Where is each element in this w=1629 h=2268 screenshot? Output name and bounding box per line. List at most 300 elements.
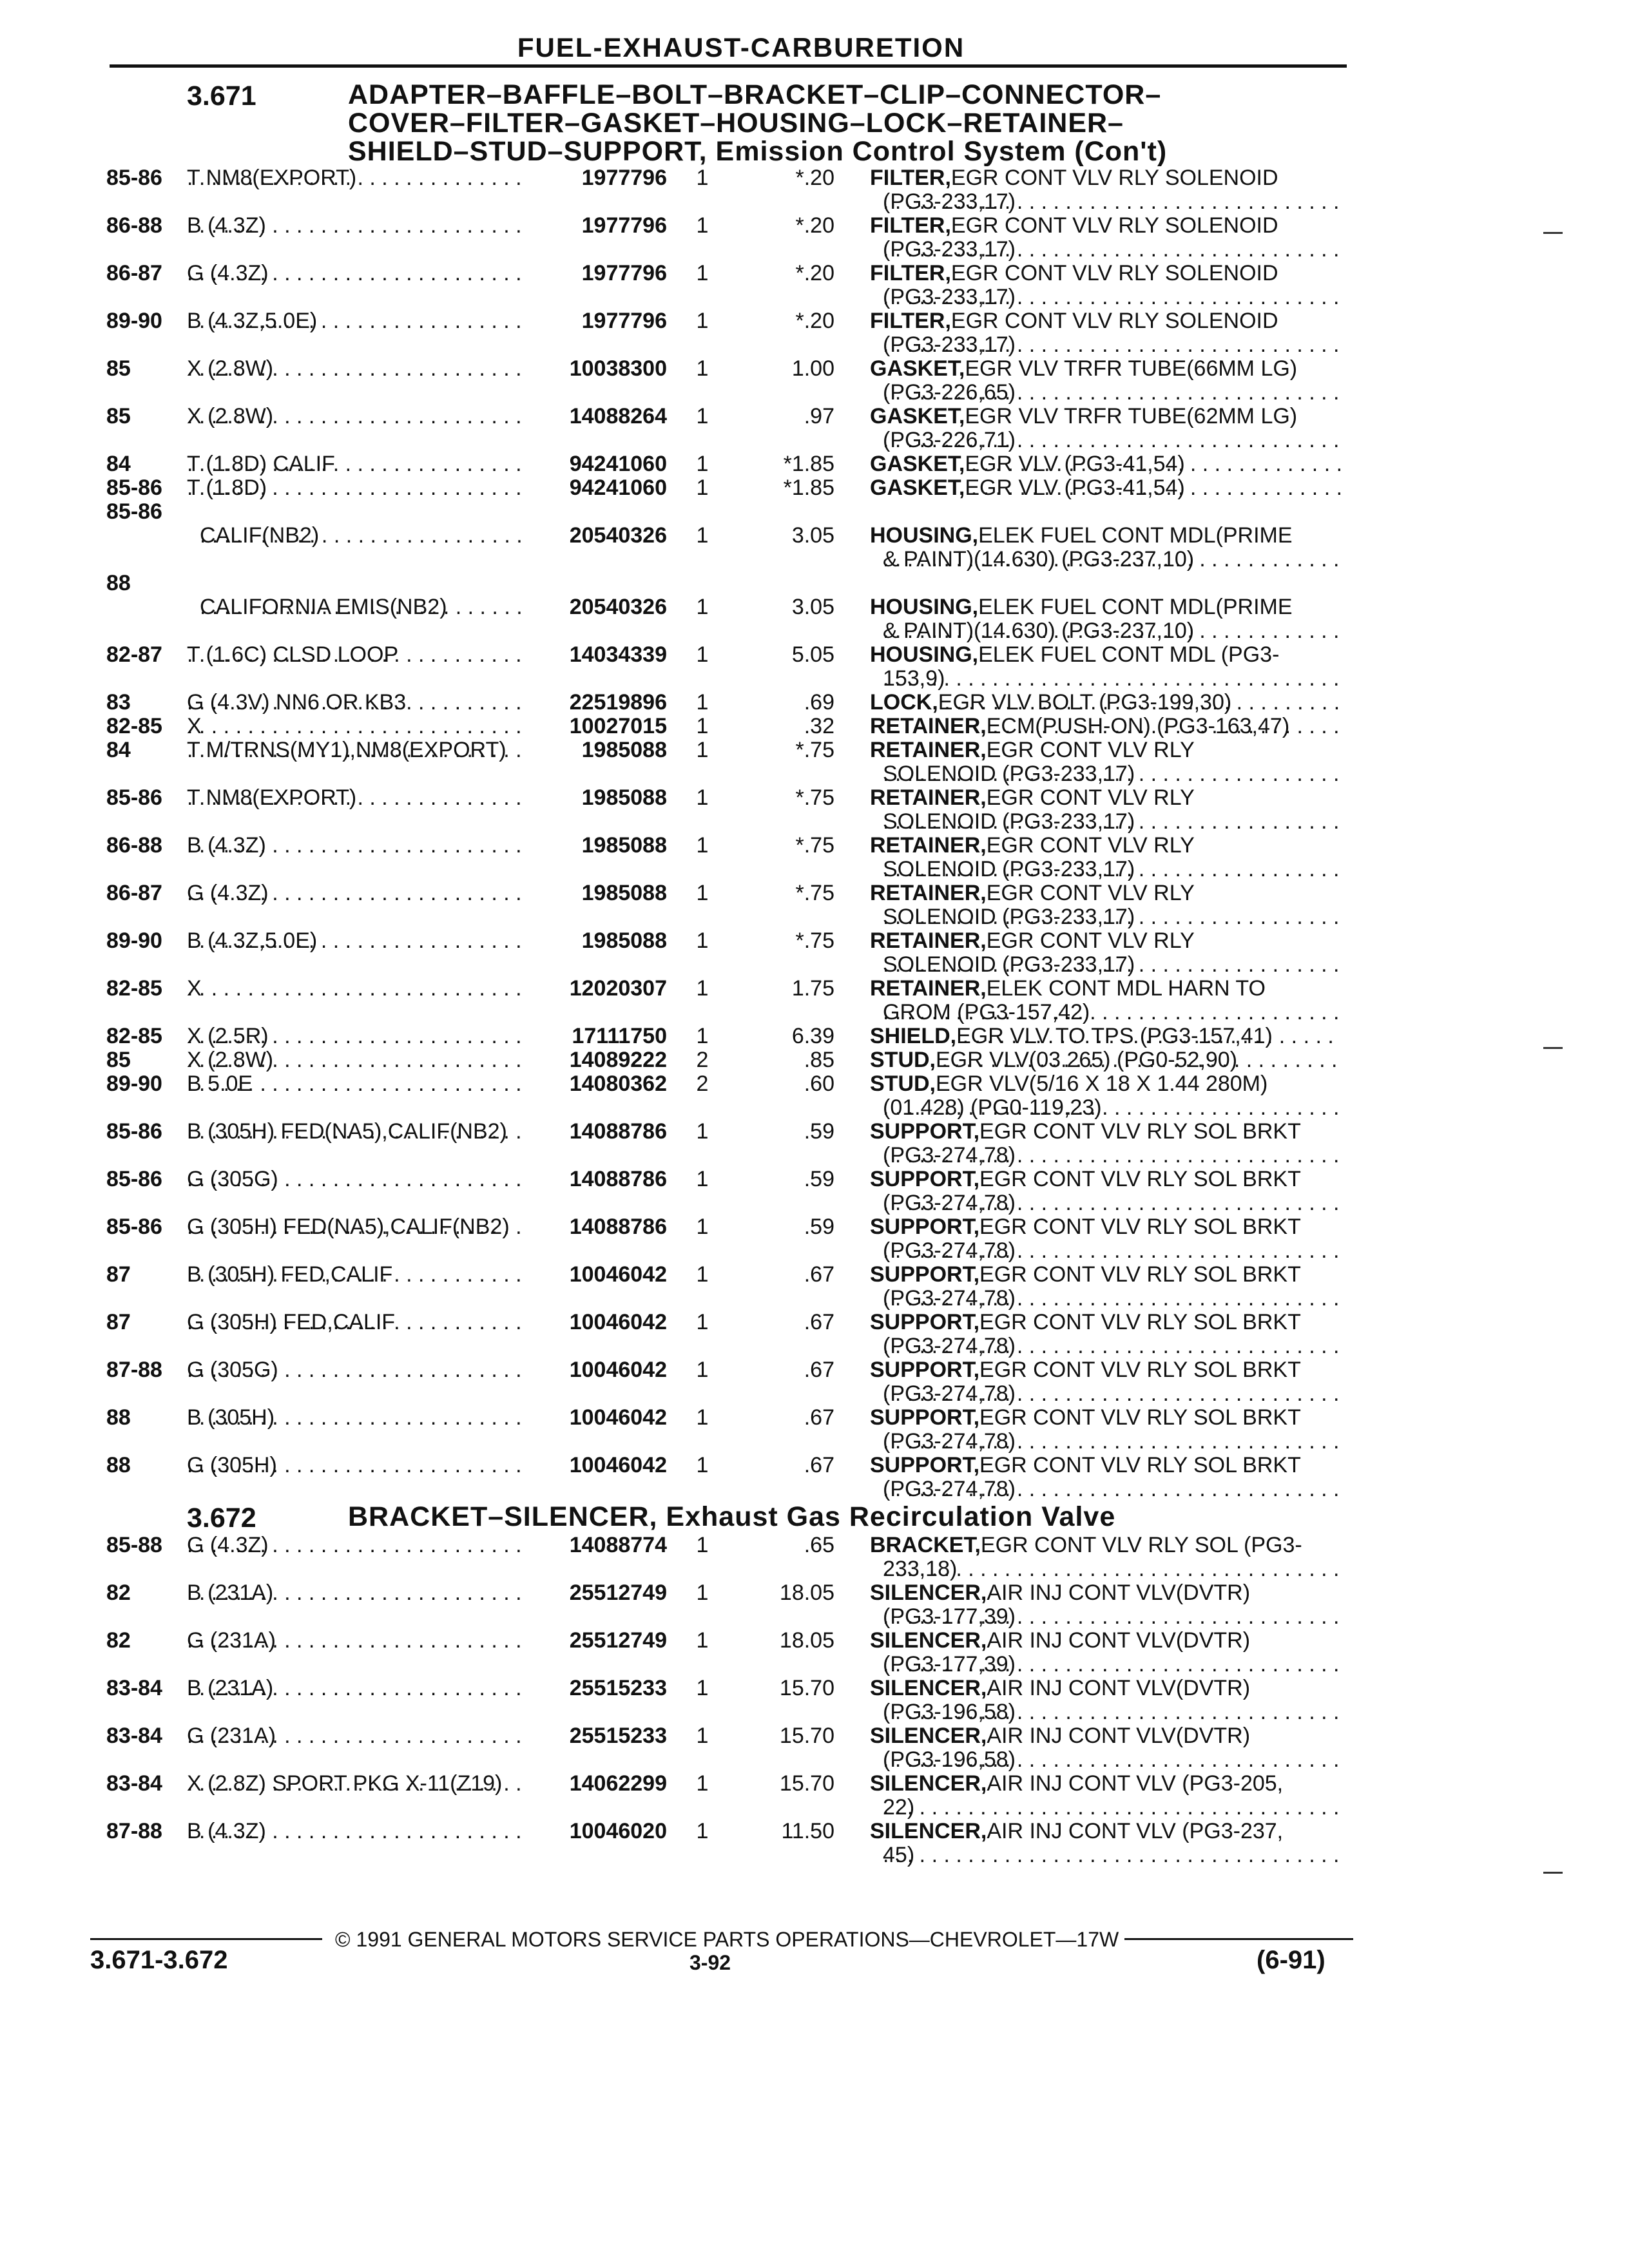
part-number: 20540326 (569, 523, 667, 548)
application (187, 1406, 528, 1430)
part-number: 94241060 (569, 452, 667, 476)
model-years: 82-85 (106, 714, 162, 738)
application (187, 1629, 528, 1653)
description-cont (883, 1382, 1340, 1406)
price: .59 (804, 1167, 834, 1191)
quantity: 1 (696, 1819, 709, 1843)
description (870, 881, 1340, 905)
part-number: 14062299 (569, 1771, 667, 1796)
description (870, 1629, 1340, 1653)
application (187, 1048, 528, 1072)
description-keyword: SHIELD, (870, 1024, 957, 1048)
price: .67 (804, 1405, 834, 1430)
quantity: 1 (696, 166, 709, 190)
description-text: (01.428) (PG0-119,23) (883, 1096, 1102, 1120)
application-text: X (2.8W) (187, 1048, 274, 1072)
part-number: 14088786 (569, 1167, 667, 1191)
quantity: 1 (696, 690, 709, 715)
description-text: EGR CONT VLV RLY SOL BRKT (979, 1215, 1301, 1239)
application-text: G (231A) (187, 1629, 276, 1653)
quantity: 1 (696, 213, 709, 238)
description-text: (PG3-274,78) (883, 1287, 1016, 1311)
price: *.75 (795, 833, 834, 858)
application (187, 643, 528, 667)
application (187, 715, 528, 738)
description (870, 715, 1340, 738)
description-text: (PG3-274,78) (883, 1191, 1016, 1215)
section-number: 3.672 (187, 1503, 256, 1533)
model-years: 85 (106, 356, 131, 381)
description-text: (PG3-274,78) (883, 1430, 1016, 1454)
description-keyword: SUPPORT, (870, 1311, 980, 1334)
header-rule (110, 64, 1347, 68)
description-text: SOLENOID (PG3-233,17) (883, 953, 1135, 977)
application-text: X (2.8Z) SPORT PKG X-11(Z19) (187, 1772, 503, 1796)
description-cont (883, 1334, 1340, 1358)
price: *.20 (795, 166, 834, 190)
price: 1.75 (791, 976, 834, 1001)
description-text: AIR INJ CONT VLV (PG3-237, (987, 1820, 1284, 1843)
quantity: 1 (696, 1024, 709, 1048)
description-text: AIR INJ CONT VLV (PG3-205, (987, 1772, 1284, 1796)
description-keyword: GASKET, (870, 405, 965, 428)
model-years: 82-87 (106, 642, 162, 667)
application-text: B (4.3Z) (187, 1820, 266, 1843)
application (187, 1677, 528, 1700)
application (187, 309, 528, 333)
description-text: (PG3-274,78) (883, 1477, 1016, 1501)
section-title: BRACKET–SILENCER, Exhaust Gas Recirculation Valve (348, 1501, 1116, 1532)
model-years: 82-85 (106, 976, 162, 1001)
description-cont (883, 1843, 1340, 1867)
description-keyword: RETAINER, (870, 786, 987, 810)
description-text: (PG3-274,78) (883, 1239, 1016, 1263)
price: .67 (804, 1310, 834, 1334)
price: .67 (804, 1358, 834, 1382)
quantity: 1 (696, 452, 709, 476)
application-text: X (2.8W) (187, 405, 274, 428)
description-cont (883, 1605, 1340, 1629)
price: 18.05 (779, 1581, 834, 1605)
description-text: 22) (883, 1796, 915, 1820)
price: *.75 (795, 738, 834, 762)
description-cont (883, 1191, 1340, 1215)
description-text: EGR CONT VLV RLY SOL BRKT (979, 1454, 1301, 1477)
description-cont (883, 1001, 1340, 1024)
model-years: 85-86 (106, 1215, 162, 1239)
description-text: AIR INJ CONT VLV(DVTR) (987, 1677, 1251, 1700)
description-keyword: FILTER, (870, 166, 951, 190)
application (187, 1454, 528, 1477)
description-text: ELEK FUEL CONT MDL(PRIME (978, 595, 1293, 619)
description-keyword: SUPPORT, (870, 1168, 980, 1191)
model-years: 89-90 (106, 928, 162, 953)
quantity: 1 (696, 309, 709, 333)
quantity: 1 (696, 928, 709, 953)
application-text: T (1.8D) (187, 476, 267, 500)
footer-date: (6-91) (1257, 1946, 1325, 1974)
quantity: 1 (696, 356, 709, 381)
part-number: 14088774 (569, 1533, 667, 1557)
description (870, 1724, 1340, 1748)
part-number: 1985088 (581, 738, 667, 762)
description (870, 643, 1340, 667)
application-cont (200, 524, 528, 548)
model-years: 85-86 (106, 1119, 162, 1144)
application-text: B (231A) (187, 1677, 274, 1700)
price: .67 (804, 1262, 834, 1287)
description-cont (883, 1477, 1340, 1501)
application-text: G (305G) (187, 1358, 278, 1382)
description-text: EGR VLV(03.265) (PG0-52,90) (936, 1048, 1238, 1072)
description-cont (883, 953, 1340, 977)
quantity: 1 (696, 833, 709, 858)
part-number: 10046042 (569, 1453, 667, 1477)
model-years: 86-88 (106, 833, 162, 858)
footer-rule (1124, 1938, 1353, 1940)
description (870, 309, 1340, 333)
description-text: EGR VLV(5/16 X 18 X 1.44 280M) (936, 1072, 1268, 1096)
quantity: 1 (696, 1676, 709, 1700)
application-text: B (305H) FED,CALIF (187, 1263, 393, 1287)
description-keyword: FILTER, (870, 214, 951, 238)
quantity: 1 (696, 1358, 709, 1382)
description-keyword: SUPPORT, (870, 1406, 980, 1430)
price: *.75 (795, 881, 834, 905)
model-years: 87 (106, 1262, 131, 1287)
application-text: T (1.6C) CLSD LOOP (187, 643, 399, 667)
part-number: 25512749 (569, 1581, 667, 1605)
description-text: (PG3-233,17) (883, 190, 1016, 214)
quantity: 2 (696, 1048, 709, 1072)
application-text: X (2.5R) (187, 1024, 269, 1048)
quantity: 1 (696, 595, 709, 619)
application-text: B 5.0E (187, 1072, 253, 1096)
description-keyword: SUPPORT, (870, 1454, 980, 1477)
description-keyword: HOUSING, (870, 643, 979, 667)
application-text: B (305H) (187, 1406, 275, 1430)
description-cont (883, 1287, 1340, 1311)
description-text: SOLENOID (PG3-233,17) (883, 905, 1135, 929)
description-text: EGR CONT VLV RLY SOL BRKT (979, 1311, 1301, 1334)
model-years: 83 (106, 690, 131, 715)
price: *1.85 (783, 476, 834, 500)
model-years: 87-88 (106, 1358, 162, 1382)
price: 1.00 (791, 356, 834, 381)
description-cont (883, 1653, 1340, 1677)
model-years: 85-86 (106, 166, 162, 190)
description (870, 1358, 1340, 1382)
part-number: 1977796 (581, 166, 667, 190)
part-number: 10046042 (569, 1358, 667, 1382)
quantity: 1 (696, 881, 709, 905)
section-title-line: COVER–FILTER–GASKET–HOUSING–LOCK–RETAINER– (348, 108, 1124, 139)
part-number: 12020307 (569, 976, 667, 1001)
description-cont (883, 1557, 1340, 1581)
description-cont (883, 1144, 1340, 1168)
description-text: EGR CONT VLV RLY SOL BRKT (979, 1168, 1301, 1191)
part-number: 14089222 (569, 1048, 667, 1072)
description-keyword: SUPPORT, (870, 1358, 980, 1382)
description-cont (883, 1700, 1340, 1724)
description-text: EGR CONT VLV RLY (986, 881, 1195, 905)
description-cont (883, 381, 1340, 405)
part-number: 1985088 (581, 833, 667, 858)
model-years: 88 (106, 1453, 131, 1477)
model-years: 86-87 (106, 881, 162, 905)
section-title-line: ADAPTER–BAFFLE–BOLT–BRACKET–CLIP–CONNECTOR– (348, 79, 1162, 110)
model-years: 85-86 (106, 476, 162, 500)
part-number: 1985088 (581, 928, 667, 953)
description-cont (883, 238, 1340, 262)
application (187, 929, 528, 953)
part-number: 10046042 (569, 1310, 667, 1334)
description (870, 1215, 1340, 1239)
part-number: 17111750 (572, 1024, 667, 1048)
price: 18.05 (779, 1628, 834, 1653)
application (187, 1820, 528, 1843)
part-number: 1977796 (581, 261, 667, 285)
application-text: B (305H) FED(NA5),CALIF(NB2) (187, 1120, 507, 1144)
description (870, 1263, 1340, 1287)
application-text: G (305H) FED(NA5),CALIF(NB2) (187, 1215, 510, 1239)
description-keyword: GASKET, (870, 476, 965, 500)
application (187, 691, 528, 715)
price: 15.70 (779, 1771, 834, 1796)
application-text: B (4.3Z,5.0E) (187, 309, 318, 333)
model-years: 85-86 (106, 499, 162, 524)
description-keyword: RETAINER, (870, 881, 987, 905)
quantity: 1 (696, 1262, 709, 1287)
application-text: G (4.3Z) (187, 262, 269, 285)
description (870, 691, 1340, 715)
quantity: 1 (696, 404, 709, 428)
quantity: 1 (696, 1533, 709, 1557)
quantity: 1 (696, 1167, 709, 1191)
description (870, 1072, 1340, 1096)
description (870, 786, 1340, 810)
description-text: & PAINT)(14.630) (PG3-237,10) (883, 548, 1195, 572)
price: 5.05 (791, 642, 834, 667)
description-text: EGR CONT VLV RLY SOL (PG3- (980, 1533, 1302, 1557)
description-text: (PG3-196,58) (883, 1748, 1016, 1772)
description-text: & PAINT)(14.630) (PG3-237,10) (883, 619, 1195, 643)
description-keyword: GASKET, (870, 452, 965, 476)
application (187, 786, 528, 810)
application-text: CALIFORNIA EMIS(NB2) (200, 595, 447, 619)
description (870, 1581, 1340, 1605)
description (870, 1533, 1340, 1557)
part-number: 14088264 (569, 404, 667, 428)
description-text: (PG3-233,17) (883, 285, 1016, 309)
description (870, 524, 1340, 548)
model-years: 82 (106, 1581, 131, 1605)
section-title-line: SHIELD–STUD–SUPPORT, Emission Control System (Con't) (348, 136, 1168, 167)
description-text: 153,9) (883, 667, 945, 691)
part-number: 25515233 (569, 1676, 667, 1700)
price: 3.05 (791, 523, 834, 548)
part-number: 1985088 (581, 881, 667, 905)
description-cont (883, 1239, 1340, 1263)
price: .59 (804, 1215, 834, 1239)
description-keyword: SILENCER, (870, 1677, 987, 1700)
part-number: 25512749 (569, 1628, 667, 1653)
description (870, 1406, 1340, 1430)
description-text: EGR CONT VLV RLY (986, 786, 1195, 810)
price: .59 (804, 1119, 834, 1144)
part-number: 20540326 (569, 595, 667, 619)
application-cont (200, 595, 528, 619)
application (187, 1533, 528, 1557)
application (187, 214, 528, 238)
footer-rule (90, 1938, 322, 1940)
application-text: G (4.3Z) (187, 881, 269, 905)
application (187, 476, 528, 500)
price: *.20 (795, 213, 834, 238)
description-cont (883, 428, 1340, 452)
description-cont (883, 333, 1340, 357)
description-text: EGR VLV BOLT (PG3-199,30) (938, 691, 1232, 715)
description-cont (883, 619, 1340, 643)
price: .32 (804, 714, 834, 738)
part-number: 10046042 (569, 1405, 667, 1430)
application (187, 1724, 528, 1748)
application (187, 1358, 528, 1382)
margin-mark (1543, 232, 1563, 234)
model-years: 89-90 (106, 1072, 162, 1096)
page-header: FUEL-EXHAUST-CARBURETION (517, 32, 965, 62)
application (187, 1263, 528, 1287)
description-text: EGR VLV TRFR TUBE(66MM LG) (965, 357, 1298, 381)
price: 15.70 (779, 1676, 834, 1700)
description (870, 977, 1340, 1001)
application-text: G (305G) (187, 1168, 278, 1191)
description-keyword: STUD, (870, 1048, 936, 1072)
quantity: 1 (696, 1215, 709, 1239)
quantity: 1 (696, 476, 709, 500)
application (187, 166, 528, 190)
description-keyword: LOCK, (870, 691, 938, 715)
part-number: 25515233 (569, 1724, 667, 1748)
description-keyword: SILENCER, (870, 1629, 987, 1653)
part-number: 10046020 (569, 1819, 667, 1843)
part-number: 10038300 (569, 356, 667, 381)
model-years: 83-84 (106, 1771, 162, 1796)
part-number: 1977796 (581, 213, 667, 238)
description (870, 1048, 1340, 1072)
part-number: 10046042 (569, 1262, 667, 1287)
application (187, 357, 528, 381)
description-text: (PG3-274,78) (883, 1334, 1016, 1358)
description-text: SOLENOID (PG3-233,17) (883, 858, 1135, 881)
margin-mark (1543, 1047, 1563, 1049)
quantity: 1 (696, 1453, 709, 1477)
model-years: 85-86 (106, 1167, 162, 1191)
description (870, 1168, 1340, 1191)
description-cont (883, 858, 1340, 881)
model-years: 82-85 (106, 1024, 162, 1048)
description-keyword: STUD, (870, 1072, 936, 1096)
description (870, 834, 1340, 858)
application (187, 977, 528, 1001)
price: .69 (804, 690, 834, 715)
application-text: X (187, 715, 202, 738)
application-text: G (231A) (187, 1724, 276, 1748)
model-years: 87-88 (106, 1819, 162, 1843)
model-years: 89-90 (106, 309, 162, 333)
description (870, 929, 1340, 953)
application-text: T (1.8D) CALIF (187, 452, 335, 476)
price: .85 (804, 1048, 834, 1072)
application (187, 881, 528, 905)
application (187, 1772, 528, 1796)
description-text: ECM(PUSH-ON) (PG3-163,47) (986, 715, 1290, 738)
application (187, 1120, 528, 1144)
application-text: T NM8(EXPORT) (187, 786, 357, 810)
description-keyword: HOUSING, (870, 524, 979, 548)
description-keyword: RETAINER, (870, 715, 987, 738)
description-text: 45) (883, 1843, 915, 1867)
description (870, 738, 1340, 762)
price: .65 (804, 1533, 834, 1557)
description-keyword: FILTER, (870, 309, 951, 333)
footer-section-range: 3.671-3.672 (90, 1946, 228, 1974)
description-text: EGR CONT VLV RLY (986, 738, 1195, 762)
application-text: B (4.3Z) (187, 834, 266, 858)
description-cont (883, 1096, 1340, 1120)
description-cont (883, 1430, 1340, 1454)
description-keyword: RETAINER, (870, 834, 987, 858)
description-text: SOLENOID (PG3-233,17) (883, 810, 1135, 834)
description-text: (PG3-177,39) (883, 1653, 1016, 1677)
description-keyword: RETAINER, (870, 977, 987, 1001)
description (870, 1311, 1340, 1334)
footer-copyright: © 1991 GENERAL MOTORS SERVICE PARTS OPERATIONS—CHEVROLET—17W (335, 1928, 1119, 1951)
description (870, 405, 1340, 428)
description (870, 1120, 1340, 1144)
description-keyword: FILTER, (870, 262, 951, 285)
application (187, 738, 528, 762)
description-text: (PG3-226,65) (883, 381, 1016, 405)
quantity: 1 (696, 1119, 709, 1144)
description-keyword: HOUSING, (870, 595, 979, 619)
description-text: (PG3-274,78) (883, 1144, 1016, 1168)
description-text: GROM (PG3-157,42) (883, 1001, 1090, 1024)
part-number: 14088786 (569, 1215, 667, 1239)
description-keyword: SUPPORT, (870, 1215, 980, 1239)
description-text: ELEK FUEL CONT MDL (PG3- (978, 643, 1280, 667)
description-text: EGR VLV TO TPS (PG3-157,41) (956, 1024, 1273, 1048)
description-text: ELEK FUEL CONT MDL(PRIME (978, 524, 1293, 548)
price: *.75 (795, 785, 834, 810)
application (187, 262, 528, 285)
description-text: (PG3-226,71) (883, 428, 1016, 452)
application (187, 1024, 528, 1048)
application-text: B (231A) (187, 1581, 274, 1605)
model-years: 86-88 (106, 213, 162, 238)
description (870, 452, 1340, 476)
price: .97 (804, 404, 834, 428)
part-number: 94241060 (569, 476, 667, 500)
part-number: 1977796 (581, 309, 667, 333)
quantity: 1 (696, 1405, 709, 1430)
description-cont (883, 1748, 1340, 1772)
application (187, 1581, 528, 1605)
model-years: 85 (106, 404, 131, 428)
section-title (348, 81, 1167, 166)
description-cont (883, 548, 1340, 572)
application (187, 1311, 528, 1334)
